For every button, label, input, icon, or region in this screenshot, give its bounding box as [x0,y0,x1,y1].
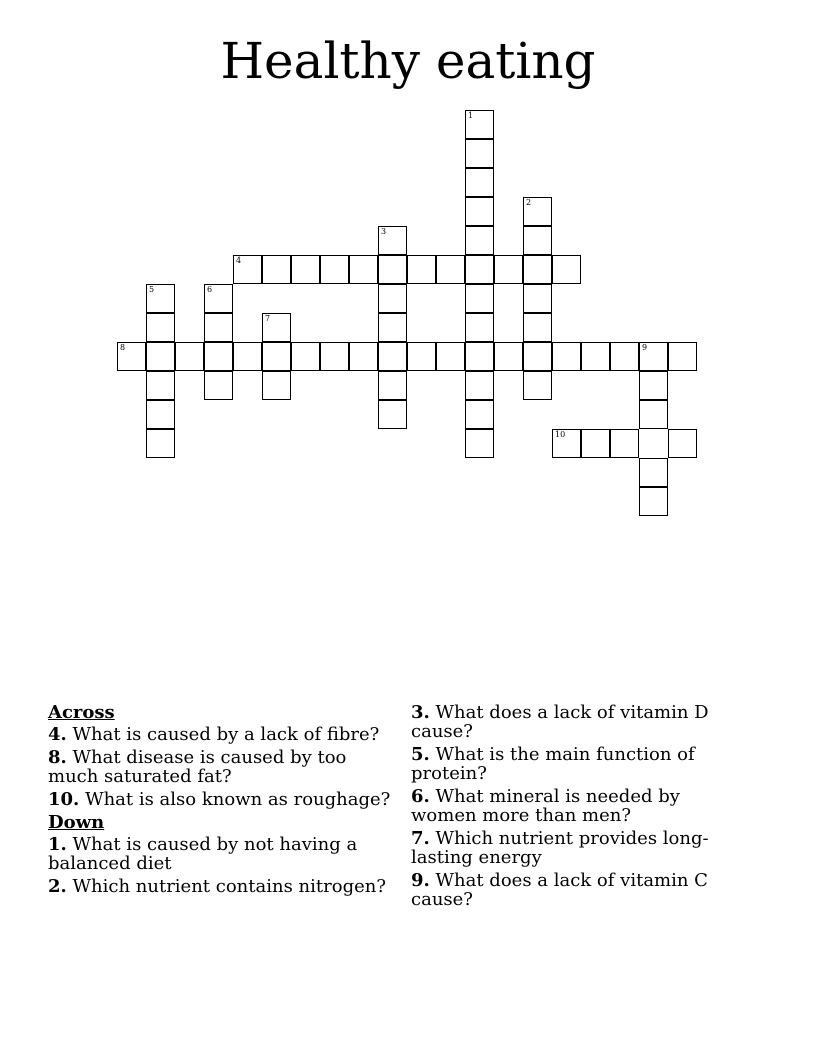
crossword-cell[interactable] [436,255,465,284]
crossword-cell[interactable] [146,371,175,400]
clue-text: What is also known as roughage? [85,789,391,810]
crossword-cell[interactable] [581,342,610,371]
clue-number-label: 7 [265,314,271,323]
clue-number: 7. [411,828,430,849]
crossword-cell[interactable] [465,284,494,313]
clue-number: 1. [48,834,67,855]
crossword-cell[interactable] [117,342,146,371]
crossword-cell[interactable] [378,342,407,371]
crossword-cell[interactable] [494,342,523,371]
clue-number-label: 5 [149,285,155,294]
crossword-cell[interactable] [291,342,320,371]
clue-number: 4. [48,724,67,745]
crossword-cell[interactable] [465,429,494,458]
clue-down-1 [48,835,398,873]
crossword-cell[interactable] [523,371,552,400]
clue-text: Which nutrient provides long-lasting energy [411,828,709,868]
crossword-cell[interactable] [320,255,349,284]
down-heading: Down [48,812,105,833]
crossword-cell[interactable] [668,342,697,371]
crossword-cell[interactable] [523,197,552,226]
clue-number: 5. [411,744,430,765]
crossword-cell[interactable] [523,284,552,313]
crossword-cell[interactable] [407,255,436,284]
crossword-cell[interactable] [465,139,494,168]
clue-number: 2. [48,876,67,897]
clue-number-label: 6 [207,285,213,294]
clue-number-label: 10 [555,430,566,439]
clue-down-2 [48,877,398,896]
crossword-cell[interactable] [349,342,378,371]
crossword-cell[interactable] [204,284,233,313]
crossword-cell[interactable] [465,342,494,371]
clue-number: 9. [411,870,430,891]
clue-down-6 [411,787,731,825]
crossword-cell[interactable] [465,313,494,342]
crossword-cell[interactable] [465,371,494,400]
crossword-cell[interactable] [552,255,581,284]
crossword-cell[interactable] [465,400,494,429]
crossword-cell[interactable] [262,371,291,400]
crossword-cell[interactable] [291,255,320,284]
clue-across-8 [48,748,398,786]
crossword-cell[interactable] [349,255,378,284]
crossword-cell[interactable] [639,342,668,371]
crossword-cell[interactable] [262,313,291,342]
crossword-cell[interactable] [233,342,262,371]
crossword-cell[interactable] [581,429,610,458]
crossword-cell[interactable] [146,400,175,429]
crossword-cell[interactable] [146,284,175,313]
clue-down-3 [411,703,731,741]
clues-right-column [411,703,731,913]
crossword-cell[interactable] [146,313,175,342]
clue-text: Which nutrient contains nitrogen? [72,876,386,897]
crossword-cell[interactable] [552,342,581,371]
crossword-cell[interactable] [610,342,639,371]
crossword-cell[interactable] [523,255,552,284]
crossword-cell[interactable] [262,255,291,284]
page-title: Healthy eating [220,32,596,90]
crossword-cell[interactable] [523,226,552,255]
clue-text: What disease is caused by too much saturated fat? [48,747,347,787]
clue-text: What does a lack of vitamin C cause? [411,870,708,910]
crossword-cell[interactable] [204,313,233,342]
crossword-cell[interactable] [146,429,175,458]
crossword-cell[interactable] [204,342,233,371]
crossword-cell[interactable] [465,168,494,197]
crossword-cell[interactable] [378,313,407,342]
crossword-cell[interactable] [262,342,291,371]
crossword-cell[interactable] [610,429,639,458]
crossword-cell[interactable] [407,342,436,371]
crossword-cell[interactable] [378,255,407,284]
crossword-cell[interactable] [378,371,407,400]
across-heading: Across [48,702,115,723]
clue-number: 10. [48,789,80,810]
crossword-cell[interactable] [494,255,523,284]
crossword-cell[interactable] [204,371,233,400]
crossword-cell[interactable] [146,342,175,371]
clue-number: 6. [411,786,430,807]
crossword-cell[interactable] [523,313,552,342]
crossword-cell[interactable] [436,342,465,371]
crossword-cell[interactable] [465,226,494,255]
clue-number-label: 3 [381,227,387,236]
crossword-cell[interactable] [465,197,494,226]
crossword-cell[interactable] [639,458,668,487]
clue-across-10 [48,790,398,809]
clue-across-4 [48,725,398,744]
clue-number-label: 9 [642,343,648,352]
crossword-cell[interactable] [639,371,668,400]
crossword-cell[interactable] [465,110,494,139]
crossword-cell[interactable] [378,284,407,313]
clue-down-9 [411,871,731,909]
clue-number-label: 4 [236,256,242,265]
clues-left-column [48,703,398,900]
clue-text: What is caused by not having a balanced diet [48,834,358,874]
crossword-cell[interactable] [639,400,668,429]
crossword-cell[interactable] [378,400,407,429]
clue-down-7 [411,829,731,867]
crossword-cell[interactable] [465,255,494,284]
crossword-cell[interactable] [639,487,668,516]
clue-text: What does a lack of vitamin D cause? [411,702,709,742]
clue-number: 3. [411,702,430,723]
clue-down-5 [411,745,731,783]
clue-text: What is caused by a lack of fibre? [72,724,380,745]
clue-number-label: 1 [468,111,474,120]
clue-text: What is the main function of protein? [411,744,695,784]
crossword-cell[interactable] [378,226,407,255]
crossword-cell[interactable] [523,342,552,371]
clue-number-label: 8 [120,343,126,352]
crossword-cell[interactable] [552,429,581,458]
clue-number: 8. [48,747,67,768]
clue-number-label: 2 [526,198,532,207]
crossword-cell[interactable] [233,255,262,284]
crossword-cell[interactable] [320,342,349,371]
clue-text: What mineral is needed by women more than men? [411,786,680,826]
crossword-cell[interactable] [175,342,204,371]
crossword-cell[interactable] [668,429,697,458]
